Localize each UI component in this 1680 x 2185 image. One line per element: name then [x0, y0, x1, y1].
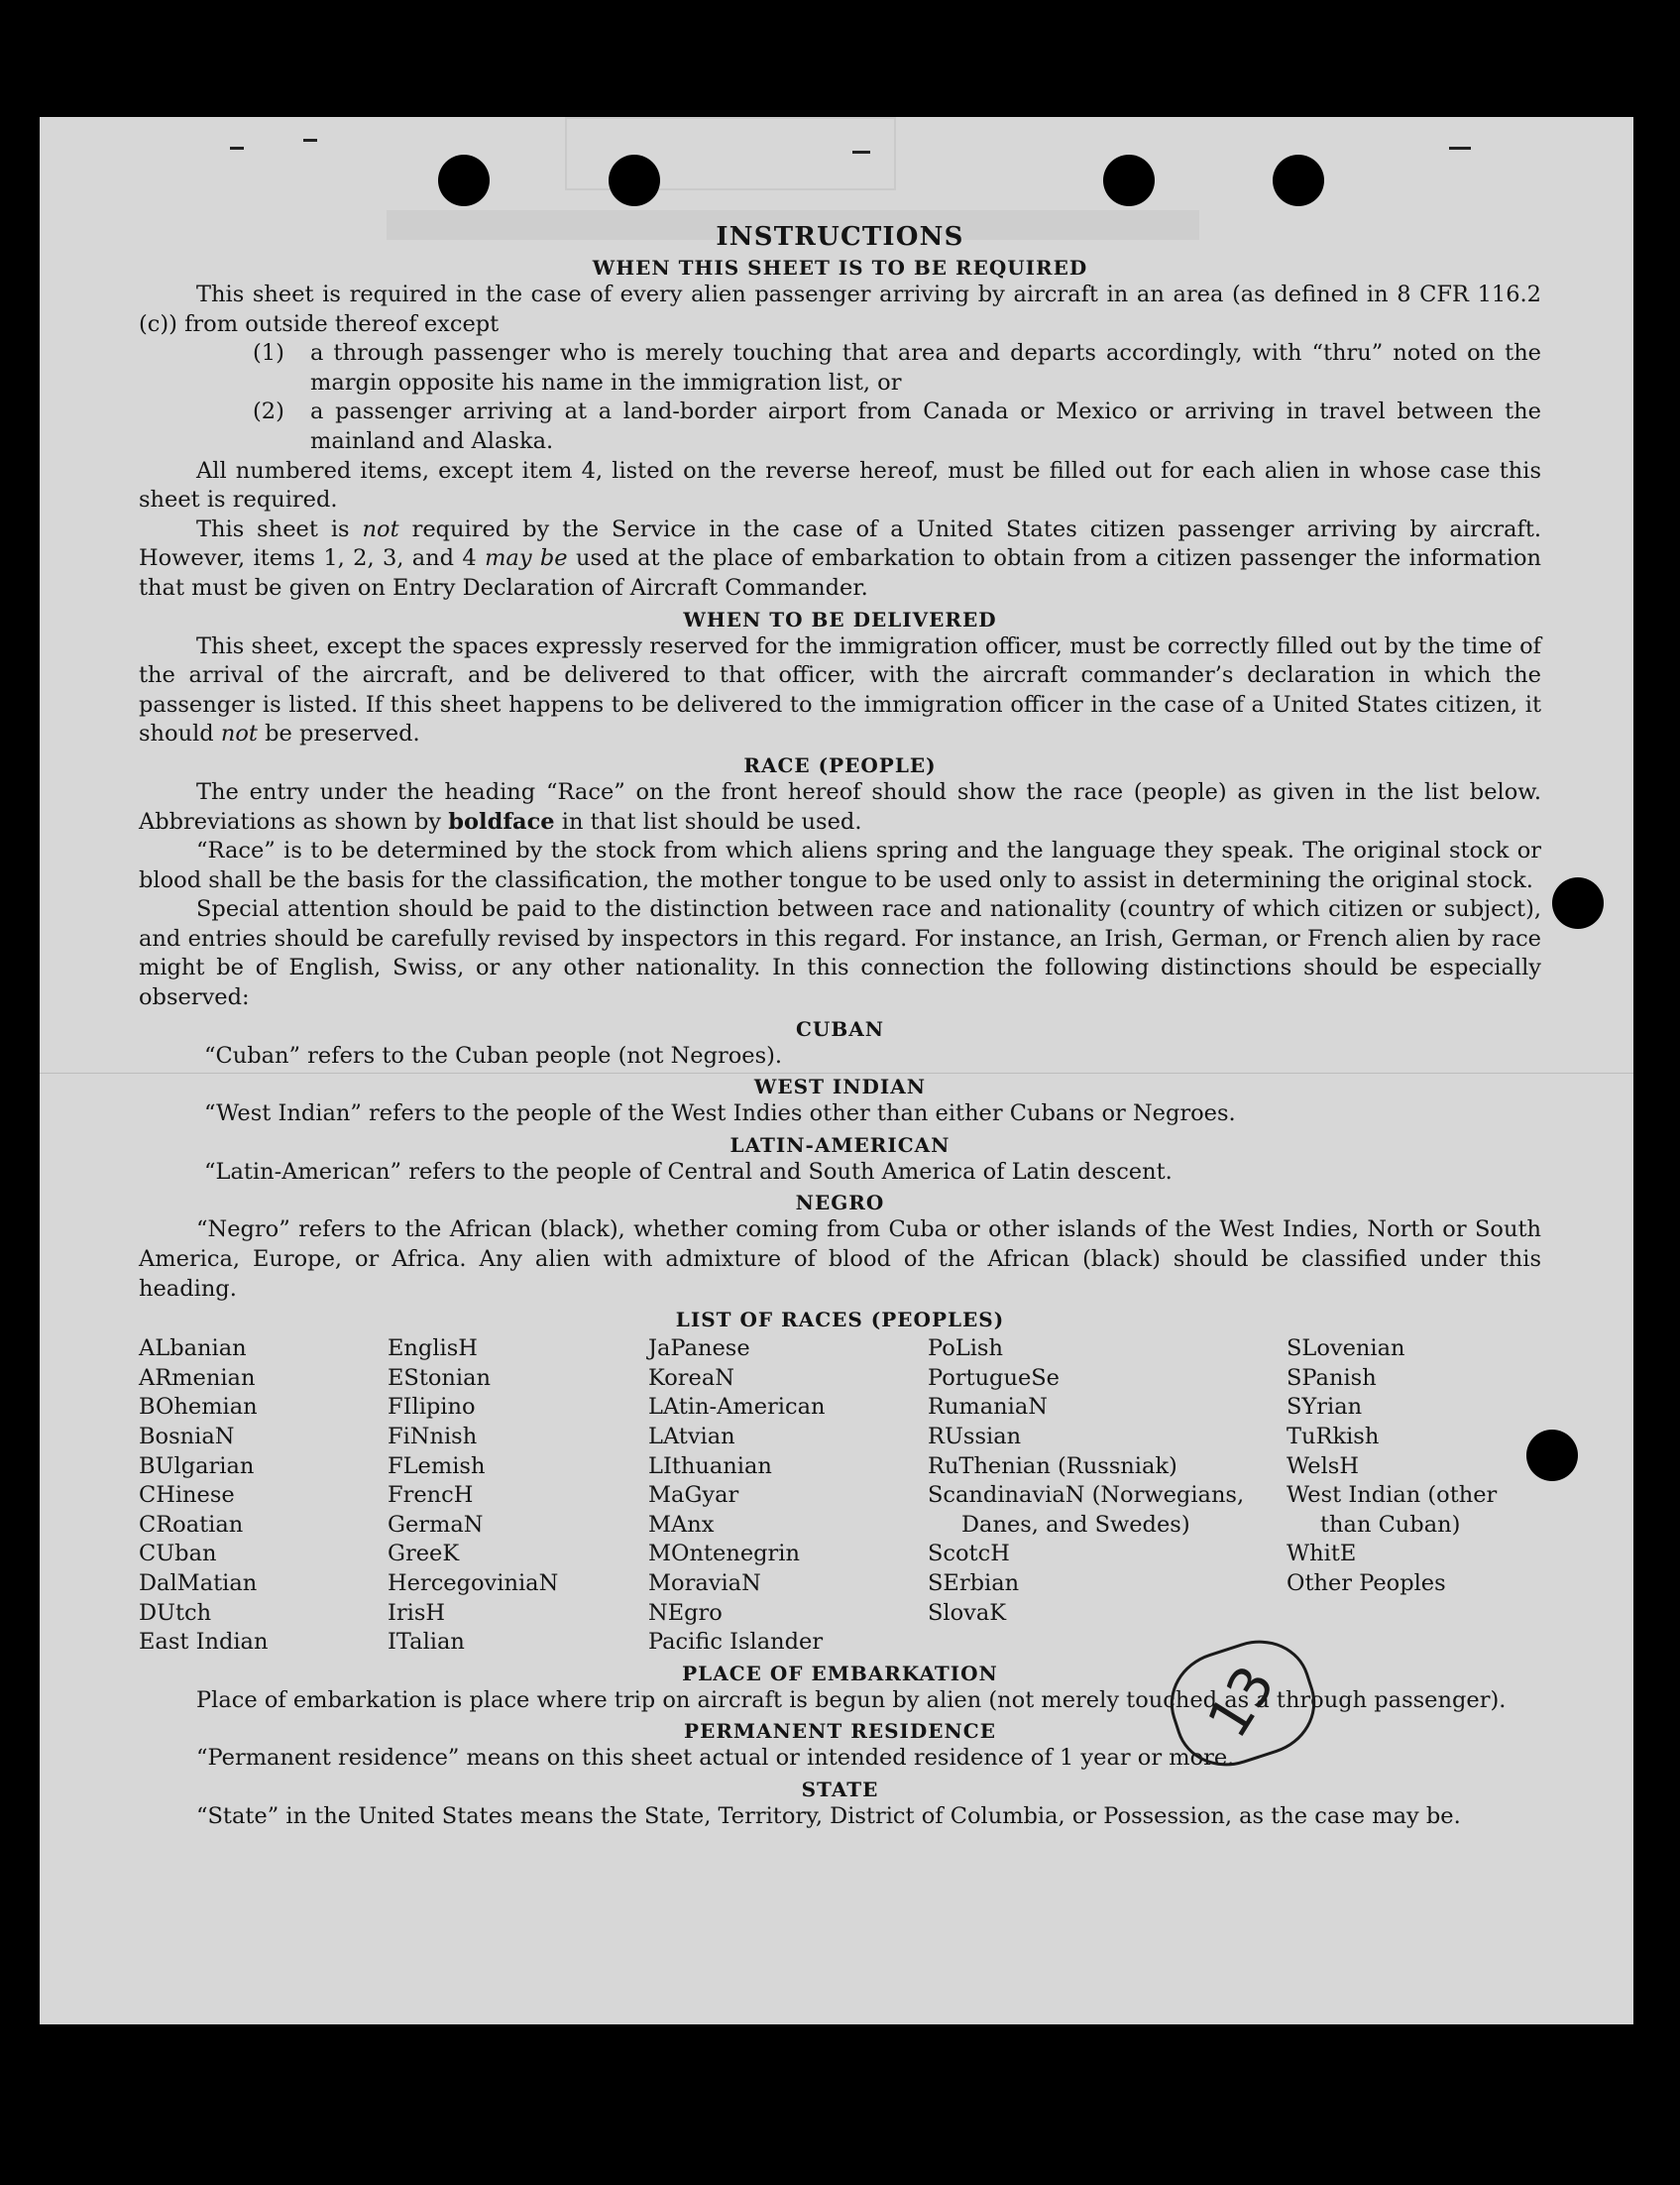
race-entry: ScandinaviaN (Norwegians, Danes, and Swedes)	[928, 1482, 1245, 1538]
paragraph: “State” in the United States means the State, Territory, District of Columbia, or Possession, as the case may be.	[196, 1802, 1461, 1829]
race-entry: WelsH	[1287, 1452, 1359, 1479]
punch-hole	[1103, 155, 1155, 206]
race-entry: SYrian	[1287, 1394, 1363, 1421]
paragraph: This sheet, except the spaces expressly reserved for the immigration officer, must be correctly filled out by the time of the arrival of the aircraft, and be delivered to that officer, with the aircraft commander’s declaration in which the passenger is listed. If this sheet happens to be delivered to the immigration officer in the case of a United States citizen, it should not be preserved.	[139, 632, 1541, 748]
race-entry: EnglisH	[388, 1335, 478, 1362]
list-item	[139, 398, 1541, 456]
race-column	[648, 1334, 928, 1658]
item-text: a passenger arriving at a land-border airport from Canada or Mexico or arriving in travel between the mainland and Alaska.	[310, 399, 1541, 454]
race-entry: ARmenian	[139, 1364, 256, 1391]
race-entry: SPanish	[1287, 1364, 1377, 1391]
race-entry: BosniaN	[139, 1424, 235, 1449]
race-entry: MaGyar	[648, 1482, 739, 1509]
paragraph: Place of embarkation is place where trip on aircraft is begun by alien (not merely touched as a through passenger).	[196, 1686, 1507, 1713]
race-entry: SErbian	[928, 1569, 1020, 1596]
race-entry: Pacific Islander	[648, 1629, 824, 1656]
race-entry: RUssian	[928, 1424, 1022, 1449]
race-entry: ScotcH	[928, 1541, 1010, 1567]
race-column	[388, 1334, 648, 1658]
section-heading: WHEN THIS SHEET IS TO BE REQUIRED	[592, 256, 1088, 280]
race-entry: ITalian	[388, 1629, 465, 1656]
race-column	[928, 1334, 1287, 1658]
definition-text: “Cuban” refers to the Cuban people (not Negroes).	[204, 1042, 783, 1069]
race-entry: RumaniaN	[928, 1394, 1048, 1421]
paragraph: This sheet is required in the case of every alien passenger arriving by aircraft in an area (as defined in 8 CFR 116.2 (c)) from outside thereof except	[139, 282, 1541, 337]
item-number: (2)	[253, 399, 284, 425]
item-text: a through passenger who is merely touching that area and departs accordingly, with “thru” noted on the margin opposite his name in the immigration list, or	[310, 340, 1541, 396]
race-entry: LAtvian	[648, 1424, 735, 1449]
handwritten-circled-number: 13	[1158, 1627, 1329, 1781]
race-entry: JaPanese	[648, 1335, 750, 1362]
section-heading: NEGRO	[795, 1191, 885, 1215]
item-number: (1)	[253, 340, 284, 367]
paragraph: This sheet is not required by the Service in the case of a United States citizen passenger arriving by aircraft. However, items 1, 2, 3, and 4 may be used at the place of embarkation to obtain from a citizen passenger the information that must be given on Entry Declaration of Aircraft Commander.	[139, 516, 1542, 601]
race-entry: West Indian (other than Cuban)	[1287, 1482, 1498, 1538]
race-entry: IrisH	[388, 1599, 446, 1626]
punch-hole	[1273, 155, 1324, 206]
race-entry: CHinese	[139, 1482, 235, 1509]
scan-mark	[1449, 147, 1471, 150]
race-entry: MoraviaN	[648, 1569, 761, 1596]
race-list	[139, 1334, 1541, 1658]
section-heading: LIST OF RACES (PEOPLES)	[675, 1308, 1005, 1332]
definition-text: “Latin-American” refers to the people of Central and South America of Latin descent.	[204, 1158, 1173, 1185]
race-entry: NEgro	[648, 1599, 723, 1626]
race-entry: GermaN	[388, 1511, 484, 1538]
race-entry: DalMatian	[139, 1569, 258, 1596]
race-entry: PoLish	[928, 1335, 1003, 1362]
race-entry: Other Peoples	[1287, 1569, 1446, 1596]
section-heading: WEST INDIAN	[753, 1075, 927, 1099]
race-entry: WhitE	[1287, 1541, 1357, 1567]
race-entry: TuRkish	[1287, 1424, 1380, 1449]
definition-text: “West Indian” refers to the people of the West Indies other than either Cubans or Negroes.	[204, 1100, 1236, 1127]
race-entry: BOhemian	[139, 1394, 258, 1421]
section-heading: STATE	[801, 1777, 879, 1801]
section-heading: CUBAN	[795, 1016, 885, 1041]
race-entry: SLovenian	[1287, 1335, 1405, 1362]
page-title: INSTRUCTIONS	[716, 222, 964, 252]
race-entry: SlovaK	[928, 1599, 1007, 1626]
race-entry: PortugueSe	[928, 1364, 1061, 1391]
section-heading: RACE (PEOPLE)	[743, 752, 937, 777]
race-entry: GreeK	[388, 1541, 460, 1567]
scan-mark	[852, 151, 870, 154]
race-entry: LAtin-American	[648, 1394, 826, 1421]
race-entry: DUtch	[139, 1599, 212, 1626]
race-entry: MOntenegrin	[648, 1541, 800, 1567]
paragraph: “Permanent residence” means on this sheet actual or intended residence of 1 year or more.	[196, 1745, 1235, 1772]
paragraph: Special attention should be paid to the distinction between race and nationality (country of which citizen or subject), and entries should be carefully revised by inspectors in this regard. For instance, an Irish, German, or French alien by race might be of English, Swiss, or any other nationality. In this connection the following distinctions should be especially observed:	[139, 896, 1541, 1011]
race-column	[1287, 1334, 1541, 1658]
paragraph: All numbered items, except item 4, listed on the reverse hereof, must be filled out for each alien in whose case this sheet is required.	[139, 457, 1541, 514]
race-entry: FrencH	[388, 1482, 474, 1509]
punch-hole	[609, 155, 660, 206]
scan-mark	[303, 139, 317, 142]
race-entry: HercegoviniaN	[388, 1569, 559, 1596]
race-entry: FiNnish	[388, 1424, 478, 1449]
race-column	[139, 1334, 388, 1658]
section-heading: LATIN-AMERICAN	[729, 1132, 951, 1157]
punch-hole	[438, 155, 490, 206]
race-entry: FIlipino	[388, 1394, 476, 1421]
race-entry: FLemish	[388, 1452, 486, 1479]
race-entry: EStonian	[388, 1364, 492, 1391]
instructions-text	[139, 222, 1541, 1832]
section-heading: PERMANENT RESIDENCE	[684, 1719, 996, 1744]
race-entry: RuThenian (Russniak)	[928, 1452, 1177, 1479]
race-entry: ALbanian	[139, 1335, 247, 1362]
section-heading: PLACE OF EMBARKATION	[682, 1661, 998, 1685]
scan-mark	[230, 147, 244, 150]
race-entry: East Indian	[139, 1629, 269, 1656]
race-entry: KoreaN	[648, 1364, 734, 1391]
punch-hole	[1552, 877, 1604, 929]
paragraph: “Race” is to be determined by the stock from which aliens spring and the language they speak. The original stock or blood shall be the basis for the classification, the mother tongue to be used only to assist in determining the original stock.	[139, 838, 1541, 893]
paragraph: The entry under the heading “Race” on the front hereof should show the race (people) as given in the list below. Abbreviations as shown by boldface in that list should be used.	[139, 778, 1541, 835]
race-entry: BUlgarian	[139, 1452, 255, 1479]
race-entry: CUban	[139, 1541, 217, 1567]
section-heading: WHEN TO BE DELIVERED	[683, 607, 997, 632]
race-entry: MAnx	[648, 1511, 715, 1538]
race-entry: LIthuanian	[648, 1452, 772, 1479]
paragraph: “Negro” refers to the African (black), whether coming from Cuba or other islands of the West Indies, North or South America, Europe, or Africa. Any alien with admixture of blood of the African (black) should be classified under this heading.	[139, 1216, 1541, 1302]
race-entry: CRoatian	[139, 1511, 244, 1538]
list-item	[139, 339, 1541, 398]
